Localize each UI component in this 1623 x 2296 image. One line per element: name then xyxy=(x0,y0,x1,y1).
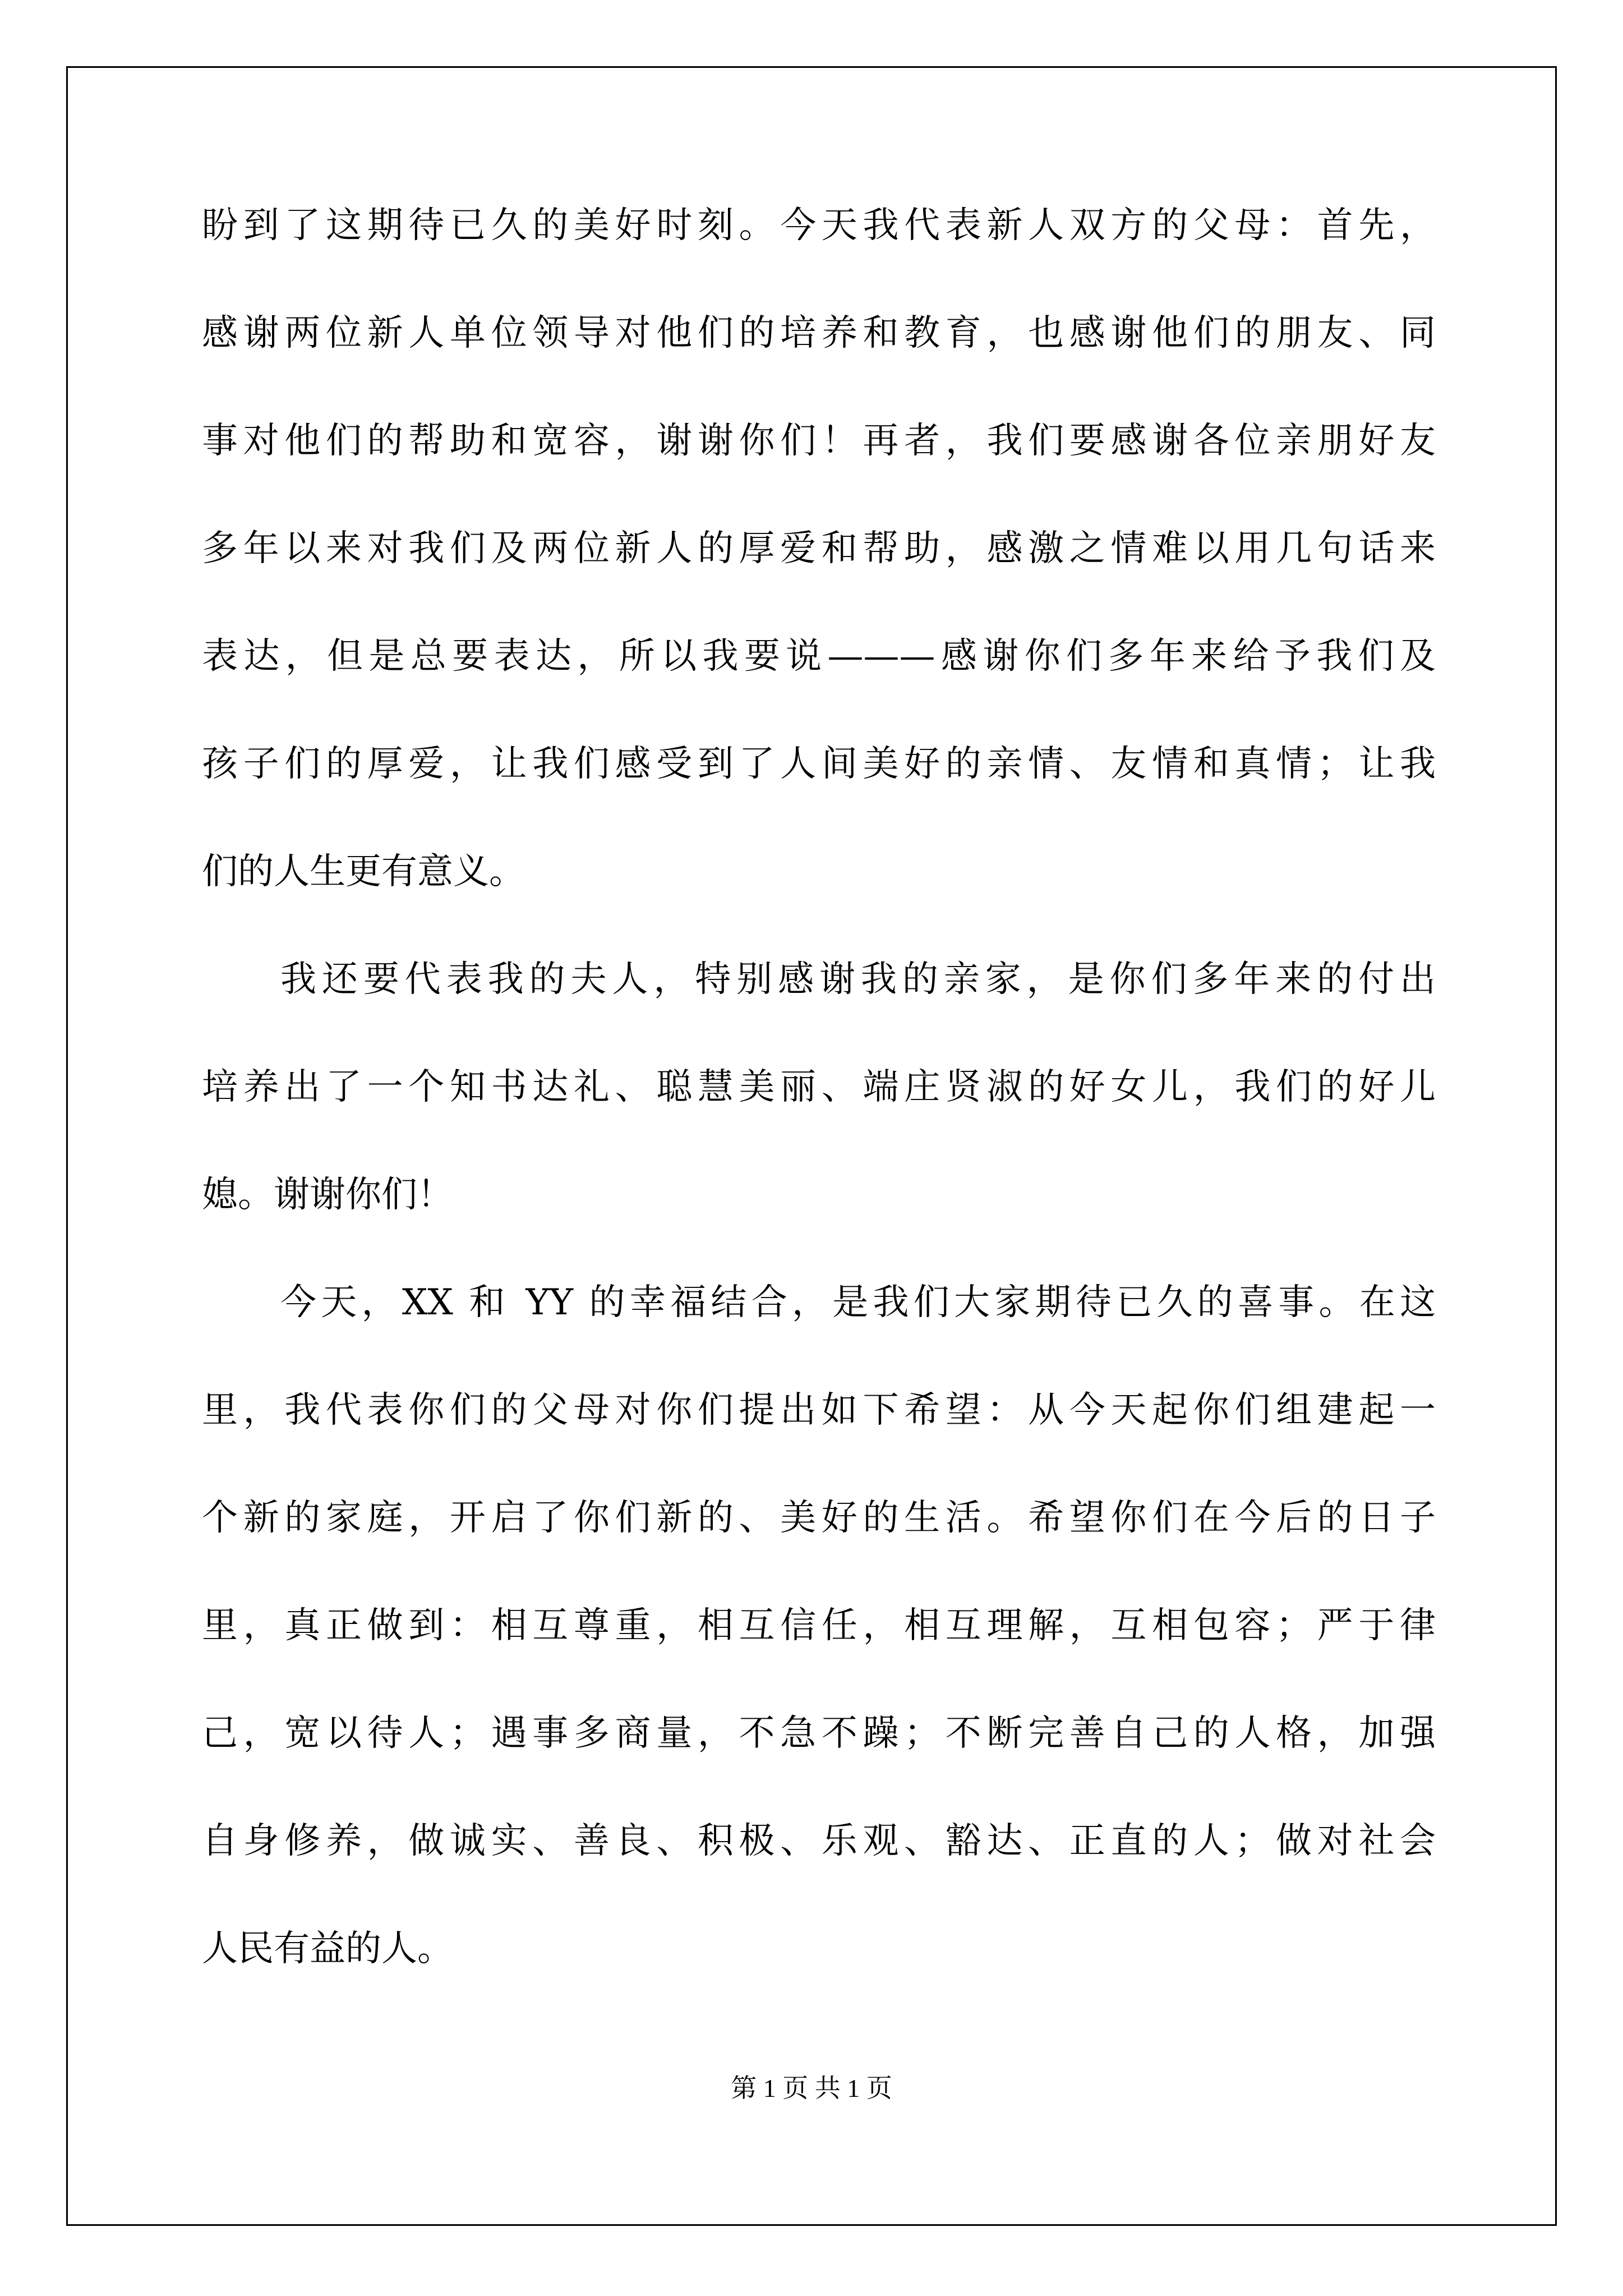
paragraph-2-line-1: 我还要代表我的夫人，特别感谢我的亲家，是你们多年来的付出 xyxy=(280,959,1436,1000)
paragraph-2-line-3: 媳。谢谢你们！ xyxy=(202,1174,453,1216)
paragraph-3-line-6: 自身修养，做诚实、善良、积极、乐观、豁达、正直的人；做对社会 xyxy=(202,1820,1436,1862)
paragraph-3-line-4: 里，真正做到：相互尊重，相互信任，相互理解，互相包容；严于律 xyxy=(202,1605,1436,1646)
page-footer: 第 1 页 共 1 页 xyxy=(731,2074,892,2102)
paragraph-3-line-7: 人民有益的人。 xyxy=(202,1928,453,1970)
paragraph-1-line-1: 盼到了这期待已久的美好时刻。今天我代表新人双方的父母：首先， xyxy=(202,205,1436,246)
paragraph-1-line-2: 感谢两位新人单位领导对他们的培养和教育，也感谢他们的朋友、同 xyxy=(202,312,1436,354)
paragraph-3-line-3: 个新的家庭，开启了你们新的、美好的生活。希望你们在今后的日子 xyxy=(202,1497,1436,1539)
paragraph-1-line-6: 孩子们的厚爱，让我们感受到了人间美好的亲情、友情和真情；让我 xyxy=(202,743,1436,785)
paragraph-2-line-2: 培养出了一个知书达礼、聪慧美丽、端庄贤淑的好女儿，我们的好儿 xyxy=(202,1066,1436,1108)
paragraph-1-line-5: 表达，但是总要表达，所以我要说———感谢你们多年来给予我们及 xyxy=(202,636,1436,677)
paragraph-1-line-7: 们的人生更有意义。 xyxy=(202,851,525,892)
paragraph-3-line-2: 里，我代表你们的父母对你们提出如下希望：从今天起你们组建起一 xyxy=(202,1389,1436,1431)
paragraph-1-line-4: 多年以来对我们及两位新人的厚爱和帮助，感激之情难以用几句话来 xyxy=(202,528,1436,569)
paragraph-3-line-5: 己，宽以待人；遇事多商量，不急不躁；不断完善自己的人格，加强 xyxy=(202,1713,1436,1754)
paragraph-1-line-3: 事对他们的帮助和宽容，谢谢你们！再者，我们要感谢各位亲朋好友 xyxy=(202,420,1436,462)
paragraph-3-line-1: 今天，XX 和 YY 的幸福结合，是我们大家期待已久的喜事。在这 xyxy=(280,1282,1436,1323)
document-body xyxy=(202,205,1436,2039)
